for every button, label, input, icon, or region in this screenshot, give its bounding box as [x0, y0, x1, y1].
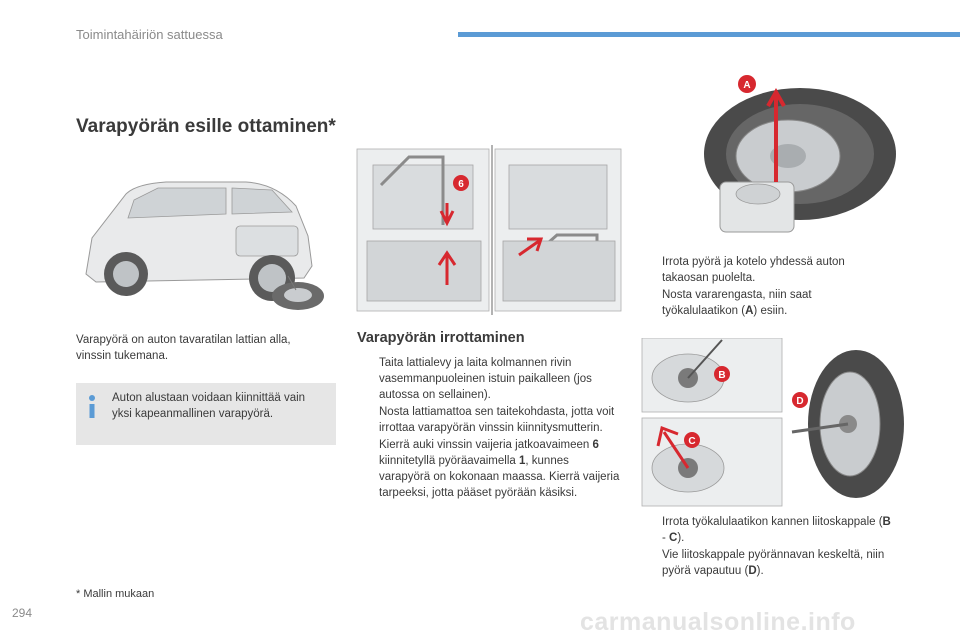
- list-item: Taita lattialevy ja laita kolmannen rivin vasemmanpuoleinen istuin paikalleen (jos autossa on sellainen).: [379, 357, 592, 401]
- connector-steps-list: [643, 514, 893, 580]
- marker-6-label: 6: [458, 179, 464, 190]
- marker-d-label: D: [796, 396, 804, 407]
- watermark: carmanualsonline.info: [580, 608, 856, 636]
- list-item: Vie liitoskappale pyörännavan keskeltä, niin pyörä vapautuu (D).: [662, 549, 885, 577]
- trunk-floor-illustration: [343, 145, 623, 315]
- footnote: * Mallin mukaan: [76, 588, 155, 600]
- info-icon: [86, 394, 98, 420]
- page-title: Varapyörän esille ottaminen*: [76, 116, 336, 137]
- header-accent-bar: [458, 32, 960, 37]
- list-item: Irrota työkalulaatikon kannen liitoskappale (B - C).: [662, 516, 891, 544]
- intro-paragraph: Varapyörä on auton tavaratilan lattian alla, vinssin tukemana.: [76, 334, 291, 362]
- removal-steps-list: [360, 355, 620, 502]
- car-with-spare-wheel-illustration: [76, 166, 334, 320]
- marker-a-label: A: [743, 80, 751, 91]
- lift-steps-list: [643, 254, 883, 320]
- list-item: Nosta vararengasta, niin saat työkalulaatikon (A) esiin.: [662, 289, 812, 317]
- marker-c-label: C: [688, 436, 696, 447]
- marker-b-label: B: [718, 370, 726, 381]
- section-header: Toimintahäiriön sattuessa: [76, 27, 223, 42]
- section-title: Varapyörän irrottaminen: [357, 330, 525, 346]
- tool-box-cover-connector-illustration: [640, 338, 910, 508]
- spare-tire-tool-box-illustration: [692, 70, 910, 246]
- list-item: Irrota pyörä ja kotelo yhdessä auton takaosan puolelta.: [662, 256, 845, 284]
- list-item: Kierrä auki vinssin vaijeria jatkoavaimeen 6 kiinnitetyllä pyöräavaimella 1, kunnes varapyörä on kokonaan maassa. Kierrä vaijeria tarpeeksi, jotta pääset pyörään käsiksi.: [379, 439, 620, 499]
- page-number: 294: [12, 606, 33, 620]
- list-item: Nosta lattiamattoa sen taitekohdasta, jotta voit irrottaa varapyörän vinssin kiinnitysmutterin.: [379, 406, 615, 434]
- info-box-text: Auton alustaan voidaan kiinnittää vain yksi kapeanmallinen varapyörä.: [112, 392, 306, 420]
